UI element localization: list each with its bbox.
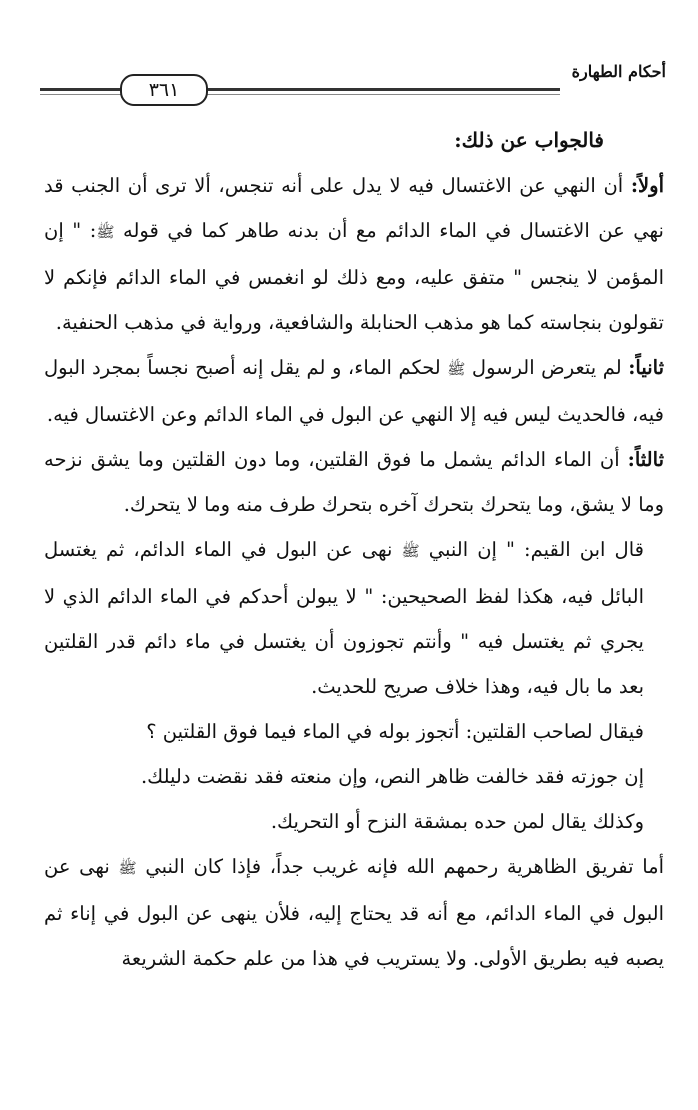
header-rule — [40, 88, 560, 91]
paragraph-third-text: أن الماء الدائم يشمل ما فوق القلتين، وما دون القلتين وما يشق نزحه وما لا يشق، وما يتحرك بتحرك آخره بتحرك طرف منه وما لا يتحرك. — [44, 448, 664, 516]
pbuh-honorific: ﷺ — [96, 223, 115, 241]
paragraph-first-text: أن النهي عن الاغتسال فيه لا يدل على أنه تنجس، ألا ترى أن الجنب قد نهي عن الاغتسال في الماء الدائم مع أن بدنه طاهر كما في قوله — [44, 174, 664, 242]
paragraph-first-text-b: : " إن المؤمن لا ينجس " متفق عليه، ومع ذلك لو انغمس في الماء الدائم فإنكم لا تقولون بنجاسته كما هو مذهب الحنابلة والشافعية، ورواية في مذهب الحنفية. — [44, 219, 664, 334]
paragraph-zahiriyya — [44, 844, 664, 981]
pbuh-honorific: ﷺ — [401, 542, 420, 560]
paragraph-second-lead: ثانياً: — [628, 356, 665, 379]
paragraph-second-text-b: لحكم الماء، و لم يقل إنه أصبح نجساً بمجرد البول فيه، فالحديث ليس فيه إلا النهي عن البول في الماء الدائم وعن الاغتسال فيه. — [44, 356, 664, 426]
paragraph-qullatayn-answer: إن جوزته فقد خالفت ظاهر النص، وإن منعته فقد نقضت دليلك. — [140, 765, 644, 788]
page-header — [40, 54, 670, 104]
page-number: ٣٦١ — [120, 74, 208, 106]
paragraph-ibn-qayyim-text: قال ابن القيم: " إن النبي — [419, 538, 644, 561]
paragraph-second-text: لم يتعرض الرسول — [465, 356, 629, 379]
paragraph-second — [44, 345, 664, 437]
paragraph-nazh: وكذلك يقال لمن حده بمشقة النزح أو التحريك. — [270, 810, 644, 833]
pbuh-honorific: ﷺ — [118, 859, 137, 877]
paragraph-ibn-qayyim-text-b: نهى عن البول في الماء الدائم، ثم يغتسل البائل فيه، هكذا لفظ الصحيحين: " لا يبولن أحدكم في الماء الدائم الذي لا يجري ثم يغتسل فيه " وأنتم تجوزون أن يغتسل في ماء دائم قدر القلتين بعد ما بال فيه، وهذا خلاف صريح للحديث. — [44, 538, 644, 698]
paragraph-zahiriyya-text-b: نهى عن البول في الماء الدائم، مع أنه قد يحتاج إليه، فلأن ينهى عن البول في إناء ثم يصبه فيه بطريق الأولى. ولا يستريب في هذا من علم حكمة الشريعة — [44, 855, 664, 970]
paragraph-third — [44, 437, 664, 527]
running-title: أحكام الطهارة — [571, 62, 666, 81]
paragraph-first — [44, 163, 664, 345]
header-rule-thin — [40, 94, 560, 95]
paragraph-third-lead: ثالثاً: — [627, 448, 664, 471]
paragraph-first-lead: أولاً: — [630, 174, 664, 197]
paragraph-qullatayn-question: فيقال لصاحب القلتين: أتجوز بوله في الماء فيما فوق القلتين ؟ — [146, 720, 644, 743]
paragraph-zahiriyya-text: أما تفريق الظاهرية رحمهم الله فإنه غريب جداً، فإذا كان النبي — [136, 855, 665, 878]
section-heading: فالجواب عن ذلك: — [454, 128, 604, 152]
pbuh-honorific: ﷺ — [447, 360, 466, 378]
page-body — [44, 118, 664, 981]
paragraph-ibn-qayyim — [44, 527, 664, 709]
